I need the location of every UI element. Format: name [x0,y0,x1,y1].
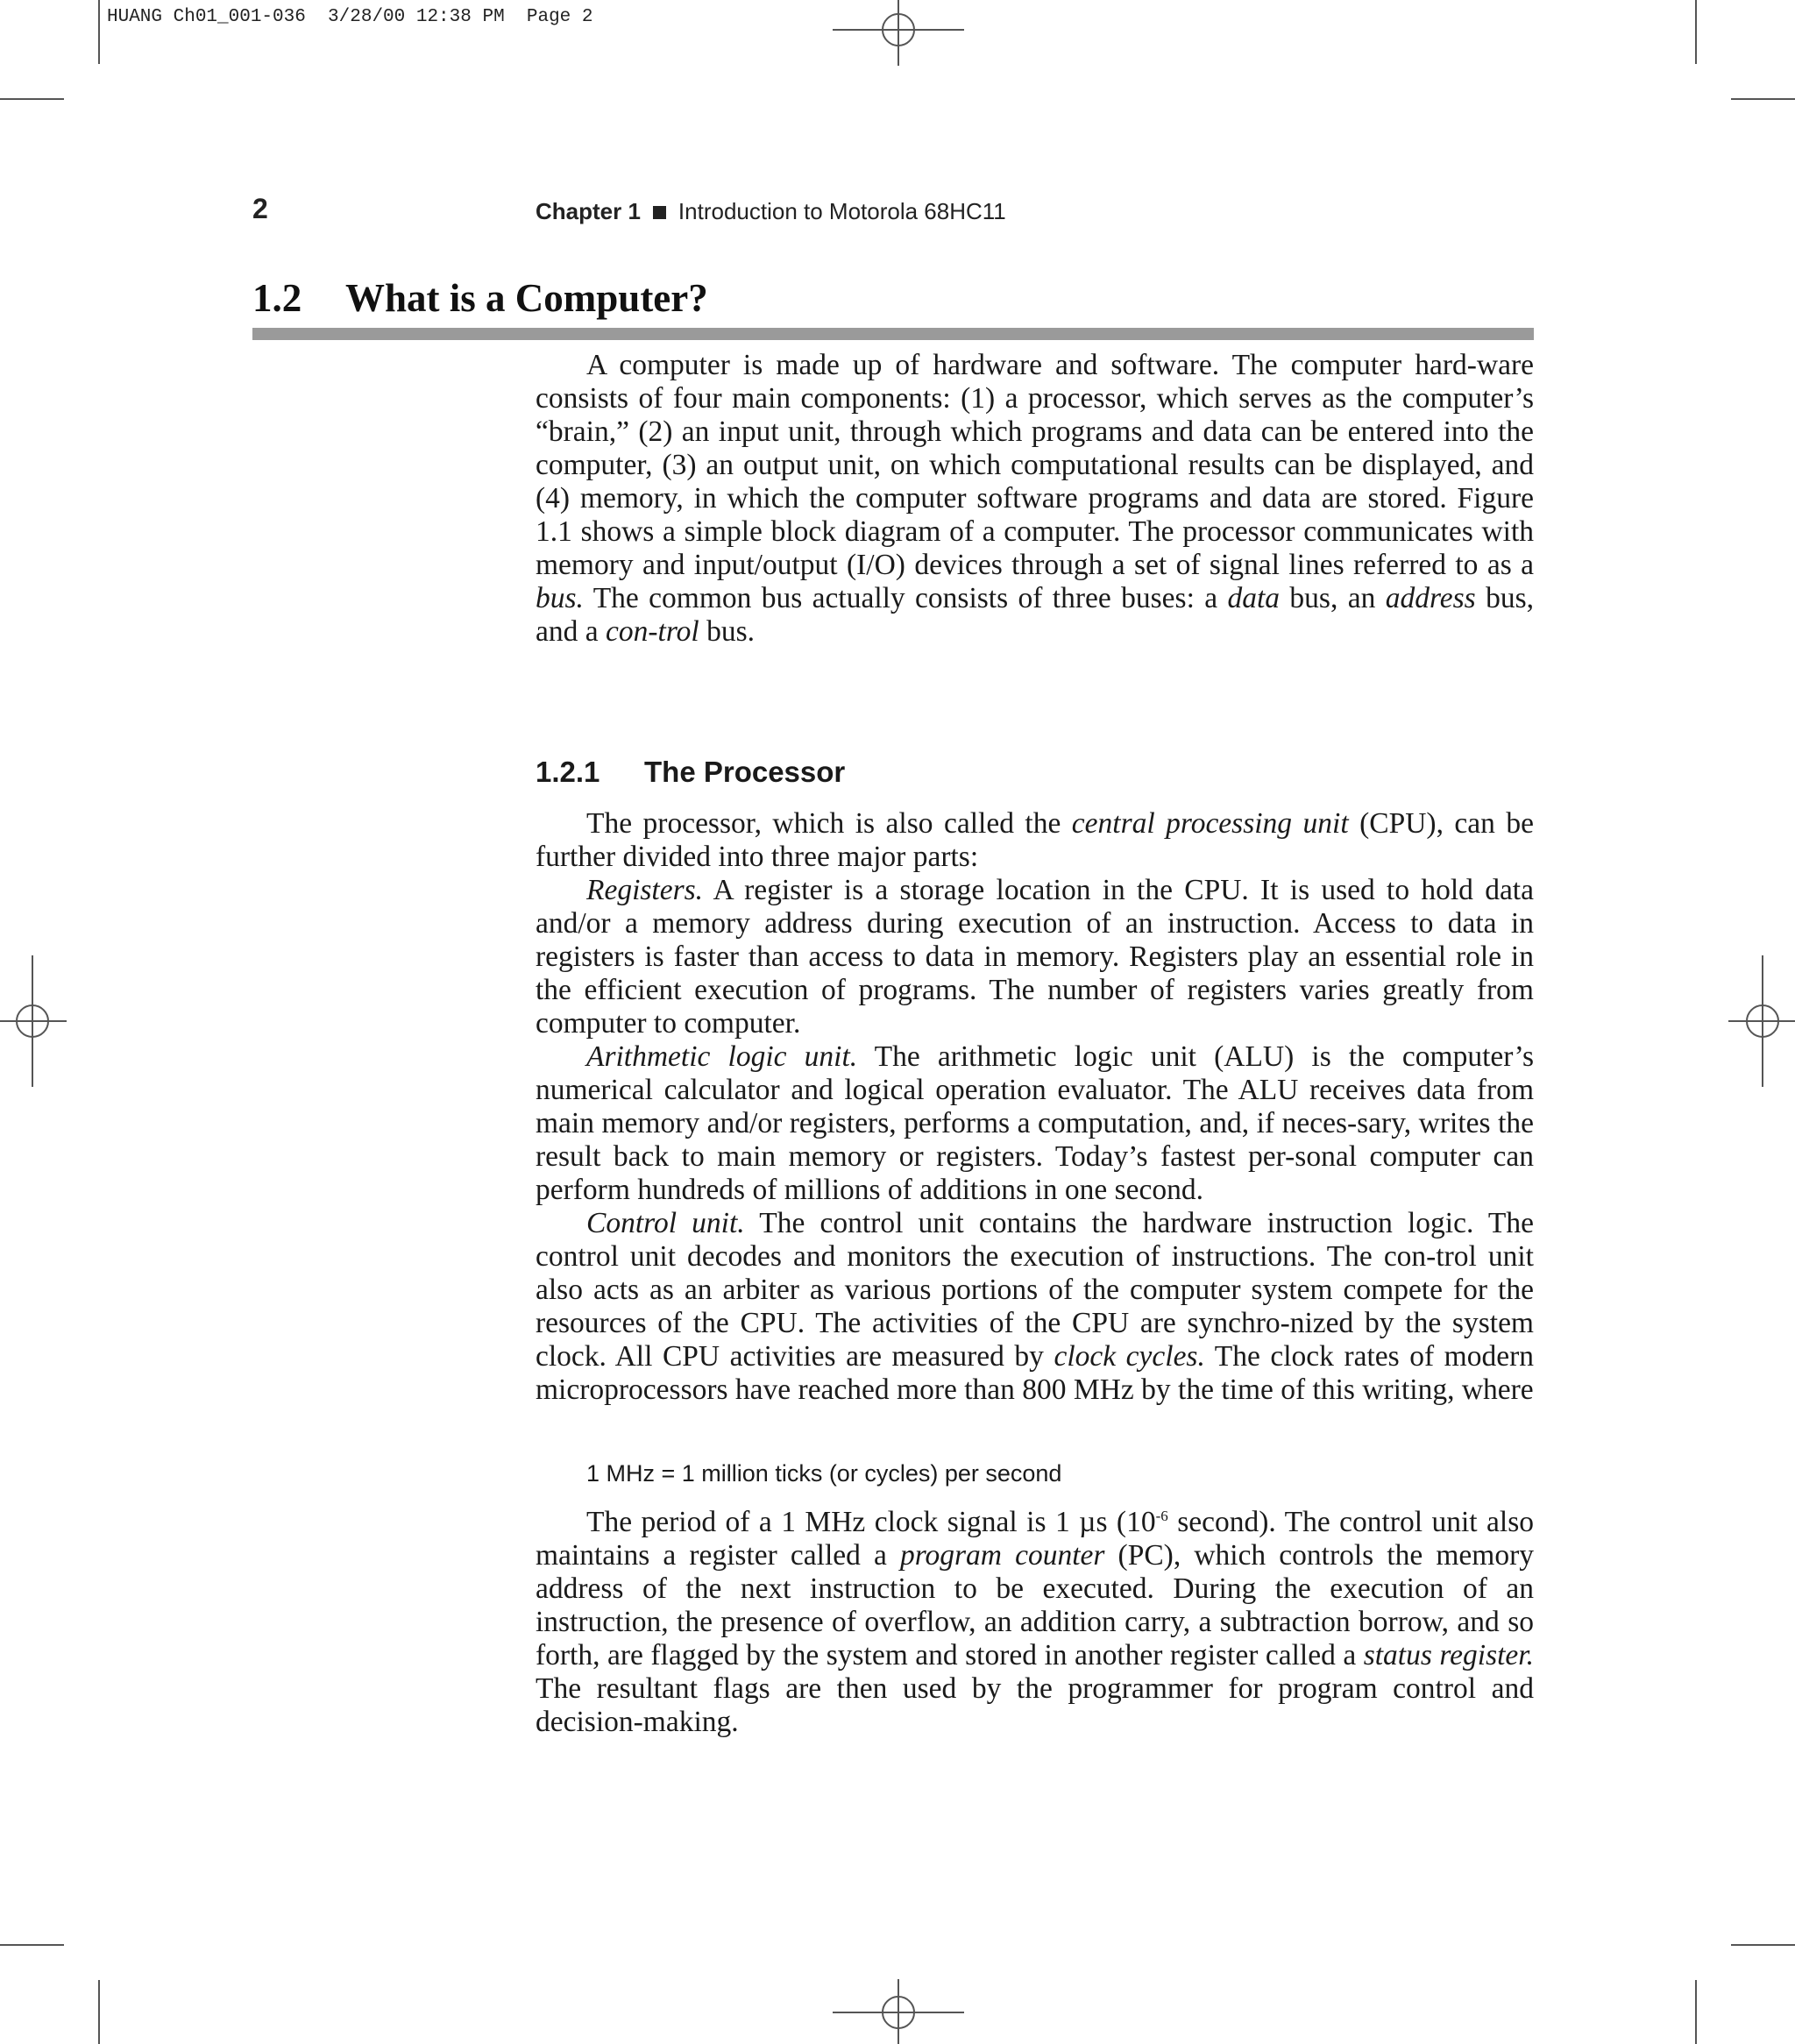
subsection-number: 1.2.1 [536,756,600,788]
registration-mark-top-icon [833,0,964,66]
term-registers: Registers. [586,874,704,906]
subsection-heading [536,756,845,789]
text-run: A computer is made up of hardware and software. The computer hard-ware consists of four main components: (1) a processor, which serves as the computer’s “brain,” (2) an input unit, through which programs and data can be entered into the computer, (3) an output unit, on which computational results can be displayed, and (4) memory, in which the computer software programs and data are stored. Figure 1.1 shows a simple block diagram of a computer. The processor communicates with memory and input/output (I/O) devices through a set of signal lines referred to as a [536,349,1534,581]
section-number: 1.2 [252,276,302,320]
term-cpu: central processing unit [1071,807,1349,840]
crop-mark-top-right-v [1695,0,1697,64]
section-heading [252,275,708,321]
text-run: The processor, which is also called the [586,807,1072,840]
crop-mark-bottom-right-v [1695,1980,1697,2044]
term-status-register: status register. [1363,1639,1534,1671]
term-control: con-trol [606,615,699,648]
crop-mark-bottom-right-h [1731,1944,1795,1946]
page-number: 2 [252,193,268,224]
registration-mark-bottom-icon [833,1979,964,2044]
square-bullet-icon [653,206,666,219]
text-run: bus, an [1280,582,1386,614]
term-control-unit: Control unit. [586,1207,745,1239]
paragraph-control-unit [536,1207,1534,1407]
processor-column [536,807,1534,1407]
text-run: bus, and a [536,582,1534,648]
text-run: second). The control unit also maintains a register called a [536,1506,1534,1572]
running-header [536,198,1006,225]
registration-mark-left-icon [0,955,67,1087]
crop-mark-bottom-left-h [0,1944,64,1946]
formula-mhz: 1 MHz = 1 million ticks (or cycles) per second [586,1460,1062,1487]
text-run: (PC), which controls the memory address of the next instruction to be executed. During the execution of an instruction, the presence of overflow, an addition carry, a subtraction borrow, and so forth, are flagged by the system and stored in another register called a [536,1539,1535,1671]
text-run: (CPU), can be further divided into three major parts: [536,807,1534,873]
paragraph-clock-period [536,1506,1534,1739]
clock-column [536,1506,1534,1739]
crop-mark-top-left-h [0,98,64,100]
text-run: The common bus actually consists of three buses: a [583,582,1228,614]
text-run: bus. [699,615,755,648]
term-bus: bus. [536,582,584,614]
text-run: The arithmetic logic unit (ALU) is the computer’s numerical calculator and logical operation evaluator. The ALU receives data from main memory and/or registers, performs a computation, and, if neces-sary, writes the result back to main memory or registers. Today’s fastest per-sonal computer can perform hundreds of millions of additions in one second. [536,1040,1534,1206]
printer-slug-line: HUANG Ch01_001-036 3/28/00 12:38 PM Page 2 [107,7,593,27]
chapter-title: Introduction to Motorola 68HC11 [678,198,1006,224]
exponent: -6 [1155,1508,1168,1524]
term-alu: Arithmetic logic unit. [586,1040,858,1073]
chapter-label: Chapter 1 [536,198,641,224]
intro-paragraph [536,349,1534,649]
term-program-counter: program counter [899,1539,1105,1572]
crop-mark-bottom-left-v [98,1980,100,2044]
paragraph-processor-intro [536,807,1534,874]
text-run: The control unit contains the hardware instruction logic. The control unit decodes and monitors the execution of instructions. The con-trol unit also acts as an arbiter as various portions of the computer system compete for the resources of the CPU. The activities of the CPU are synchro-nized by the system clock. All CPU activities are measured by [536,1207,1534,1373]
paragraph-alu [536,1040,1534,1207]
crop-mark-top-right-h [1731,98,1795,100]
crop-mark-top-left-v [98,0,100,64]
term-address: address [1385,582,1476,614]
text-run: A register is a storage location in the CPU. It is used to hold data and/or a memory address during execution of an instruction. Access to data in registers is faster than access to data in memory. Registers play an essential role in the efficient execution of programs. The number of registers varies greatly from computer to computer. [536,874,1534,1040]
term-data: data [1227,582,1281,614]
text-run: The resultant flags are then used by the programmer for program control and decision-making. [536,1672,1534,1738]
subsection-title: The Processor [644,756,846,788]
term-clock-cycles: clock cycles. [1054,1340,1205,1373]
section-rule [252,328,1534,340]
text-run: The period of a 1 MHz clock signal is 1 µs (10 [586,1506,1156,1538]
paragraph-registers [536,874,1534,1040]
registration-mark-right-icon [1728,955,1795,1087]
intro-column [536,349,1534,649]
text-run: The clock rates of modern microprocessors have reached more than 800 MHz by the time of this writing, where [536,1340,1534,1406]
section-title: What is a Computer? [345,276,708,320]
